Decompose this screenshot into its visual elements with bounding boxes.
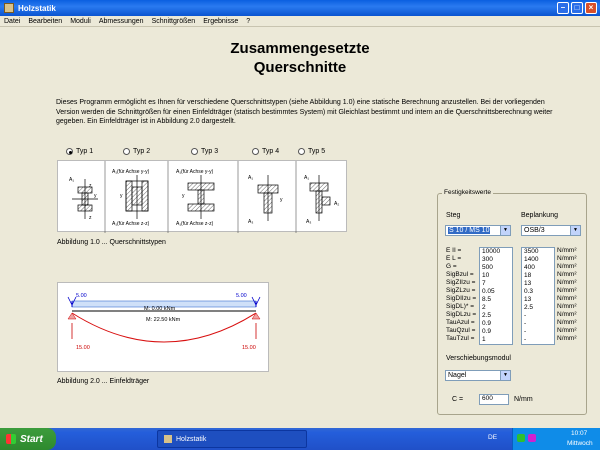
steg-select-value: S 10 / MS 10 <box>449 227 490 234</box>
radio-label: Typ 4 <box>262 148 280 155</box>
bepl-value: 1400 <box>524 256 539 263</box>
label-a2: A₂ <box>334 201 340 207</box>
radio-label: Typ 1 <box>76 148 94 155</box>
label-a1: A₁ <box>248 175 254 181</box>
verschiebungsmodul-select[interactable] <box>445 370 511 381</box>
clock-day: Mittwoch <box>567 440 593 447</box>
unit-label: N/mm² <box>557 263 577 270</box>
steg-label: Steg <box>446 212 461 219</box>
steg-select[interactable] <box>445 225 511 236</box>
menu-ergebnisse[interactable]: Ergebnisse <box>203 18 239 25</box>
bepl-value: 13 <box>524 280 532 287</box>
label-t3-a1-zz: A₁(für Achse z-z) <box>176 221 214 227</box>
unit-label: N/mm² <box>557 287 577 294</box>
steg-value: 10 <box>482 272 490 279</box>
prop-name: G = <box>446 263 457 270</box>
label-y: y <box>280 197 283 203</box>
label-z: z <box>89 215 92 221</box>
radio-typ-1[interactable] <box>66 148 93 155</box>
window-title: Holzstatik <box>18 3 56 13</box>
unit-label: N/mm² <box>557 271 577 278</box>
label-t2-a1-yy: A₁(für Achse y-y) <box>112 169 150 175</box>
prop-name: TauAzul = <box>446 319 475 326</box>
prop-name: E II = <box>446 247 462 254</box>
moment-label: M: 22.50 kNm <box>146 317 181 323</box>
radio-typ-5[interactable] <box>298 148 325 155</box>
menu-bearbeiten[interactable]: Bearbeiten <box>28 18 63 25</box>
bepl-value: 18 <box>524 272 532 279</box>
prop-name: SigZLzu = <box>446 287 476 294</box>
prop-name: TauTzul = <box>446 335 475 342</box>
unit-label: N/mm² <box>557 311 577 318</box>
chevron-down-icon[interactable]: ▼ <box>570 226 580 235</box>
property-names <box>446 247 478 343</box>
shear-label: M: 0.00 kNm <box>144 306 176 312</box>
bepl-value: 3500 <box>524 248 539 255</box>
taskbar <box>0 428 600 450</box>
label-z: z <box>89 183 92 189</box>
verschiebungsmodul-value: Nagel <box>448 372 467 379</box>
radio-dot[interactable] <box>123 148 130 155</box>
bepl-value: - <box>524 328 527 335</box>
label-a1: A₁ <box>304 175 310 181</box>
reaction-left-label: 15.00 <box>76 345 90 351</box>
c-unit: N/mm <box>514 396 533 403</box>
label-y: y <box>120 193 123 199</box>
title-bar <box>0 0 600 16</box>
unit-label: N/mm² <box>557 247 577 254</box>
c-label: C = <box>452 396 464 403</box>
bepl-value: 13 <box>524 296 532 303</box>
taskbar-item-label: Holzstatik <box>176 435 207 443</box>
steg-value: 300 <box>482 256 493 263</box>
beam-figure <box>57 282 269 372</box>
steg-values-list[interactable] <box>479 247 513 345</box>
steg-value: 1 <box>482 336 486 343</box>
radio-dot[interactable] <box>252 148 259 155</box>
beplankung-values-list[interactable] <box>521 247 555 345</box>
intro-text: Dieses Programm ermöglicht es Ihnen für verschiedene Querschnittstypen (siehe Abbildung 1.0) eine statische Berechnung anzustellen. Bei der vorliegenden Version werden die Schnittgrößen für einen Einfeldträger (statisch bestimmtes System) mit Gleichlast bestimmt und intern an die Querschnittsberechnung weiter gegeben. Ein Einfeldträger ist in Abbildung 2.0 dargestellt. <box>56 99 553 125</box>
label-y: y <box>94 193 97 199</box>
windows-logo-icon <box>6 434 16 444</box>
prop-name: SigBzul = <box>446 271 474 278</box>
start-button[interactable] <box>0 428 56 450</box>
steg-value: 500 <box>482 264 493 271</box>
steg-value: 2 <box>482 304 486 311</box>
menu-bar <box>0 16 600 27</box>
label-a1: A₁ <box>69 177 75 183</box>
bepl-value: 2.5 <box>524 304 534 311</box>
beplankung-select-value: OSB/3 <box>524 227 545 234</box>
unit-label: N/mm² <box>557 319 577 326</box>
unit-label: N/mm² <box>557 303 577 310</box>
label-a3: A₃ <box>248 219 254 225</box>
bepl-value: 0.3 <box>524 288 534 295</box>
steg-value: 8.5 <box>482 296 492 303</box>
label-a3: A₃ <box>306 219 312 225</box>
close-button[interactable]: × <box>585 2 597 14</box>
label-t2-a1-zz: A₁(für Achse z-z) <box>112 221 150 227</box>
start-label: Start <box>20 433 43 445</box>
menu-abmessungen[interactable]: Abmessungen <box>98 18 144 25</box>
radio-dot[interactable] <box>191 148 198 155</box>
load-left-label: 5.00 <box>76 293 87 299</box>
beplankung-label: Beplankung <box>521 212 558 219</box>
radio-label: Typ 3 <box>201 148 219 155</box>
unit-label: N/mm² <box>557 255 577 262</box>
load-right-label: 5.00 <box>236 293 247 299</box>
beplankung-select[interactable] <box>521 225 581 236</box>
menu-moduli[interactable]: Moduli <box>70 18 91 25</box>
radio-typ-4[interactable] <box>252 148 279 155</box>
chevron-down-icon[interactable]: ▼ <box>500 371 510 380</box>
unit-label: N/mm² <box>557 295 577 302</box>
label-y: y <box>182 193 185 199</box>
app-icon <box>164 435 172 443</box>
menu-datei[interactable]: Datei <box>4 18 21 25</box>
radio-label: Typ 2 <box>133 148 151 155</box>
prop-name: SigDIIzu = <box>446 295 477 302</box>
bepl-value: - <box>524 312 527 319</box>
prop-name: SigDL)* = <box>446 303 474 310</box>
bepl-value: - <box>524 320 527 327</box>
cross-section-figure <box>57 160 347 232</box>
figure-1-caption: Abbildung 1.0 ... Querschnittstypen <box>57 239 166 246</box>
menu-schnittgroessen[interactable]: Schnittgrößen <box>151 18 196 25</box>
clock-time[interactable]: 10:07 <box>571 430 588 437</box>
reaction-right-label: 15.00 <box>242 345 256 351</box>
cross-section-drawing <box>58 161 348 233</box>
group-legend: Festigkeitswerte <box>444 189 491 196</box>
radio-typ-2[interactable] <box>123 148 150 155</box>
beam-drawing <box>58 283 270 373</box>
figure-2-caption: Abbildung 2.0 ... Einfeldträger <box>57 378 150 385</box>
prop-name: E L = <box>446 255 462 262</box>
radio-typ-3[interactable] <box>191 148 218 155</box>
prop-name: SigZIIzu = <box>446 279 476 286</box>
page-title-line1: Zusammengesetzte <box>230 40 370 57</box>
steg-value: 10000 <box>482 248 501 255</box>
system-tray <box>512 428 600 450</box>
radio-dot[interactable] <box>298 148 305 155</box>
language-indicator[interactable]: DE <box>488 434 498 441</box>
prop-name: TauQzul = <box>446 327 476 334</box>
page-title-line2: Querschnitte <box>253 59 347 76</box>
menu-help[interactable]: ? <box>246 18 251 25</box>
app-icon <box>4 3 14 13</box>
unit-column <box>557 247 585 343</box>
minimize-button[interactable]: – <box>557 2 569 14</box>
maximize-button[interactable]: □ <box>571 2 583 14</box>
bepl-value: 400 <box>524 264 535 271</box>
unit-label: N/mm² <box>557 335 577 342</box>
radio-label: Typ 5 <box>308 148 326 155</box>
tray-network-icon[interactable] <box>517 434 525 442</box>
chevron-down-icon[interactable]: ▼ <box>500 226 510 235</box>
bepl-value: - <box>524 336 527 343</box>
prop-name: SigDLzu = <box>446 311 477 318</box>
tray-app-icon[interactable] <box>528 434 536 442</box>
steg-value: 0.9 <box>482 320 492 327</box>
radio-dot[interactable] <box>66 148 73 155</box>
taskbar-item-holzstatik[interactable] <box>157 430 307 448</box>
steg-value: 7 <box>482 280 486 287</box>
c-input[interactable] <box>479 394 509 405</box>
steg-value: 2.5 <box>482 312 492 319</box>
steg-value: 0.05 <box>482 288 495 295</box>
steg-value: 0.9 <box>482 328 492 335</box>
c-input-value: 600 <box>482 395 493 402</box>
verschiebungsmodul-label: Verschiebungsmodul <box>446 355 511 362</box>
unit-label: N/mm² <box>557 279 577 286</box>
unit-label: N/mm² <box>557 327 577 334</box>
label-t3-a1-yy: A₁(für Achse y-y) <box>176 169 214 175</box>
